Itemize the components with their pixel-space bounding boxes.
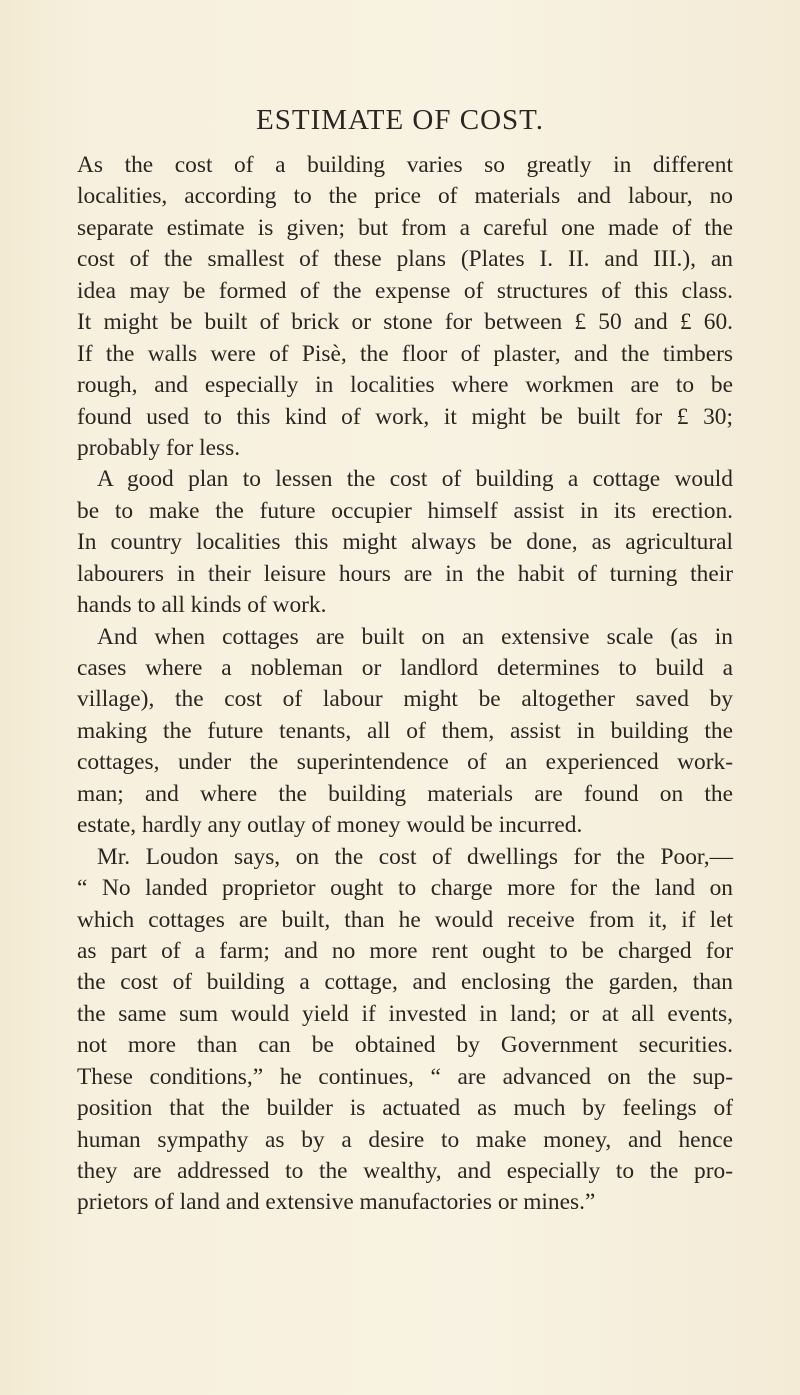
- text-line: These conditions,” he continues, “ are advanced on the sup-: [77, 1063, 733, 1090]
- text-line: human sympathy as by a desire to make money, and hence: [77, 1126, 733, 1153]
- text-line: labourers in their leisure hours are in the habit of turning their: [77, 560, 733, 587]
- text-line: In country localities this might always be done, as agricultural: [77, 529, 733, 556]
- text-line: be to make the future occupier himself assist in its erection.: [77, 497, 733, 524]
- text-line: estate, hardly any outlay of money would be incurred.: [77, 812, 583, 839]
- text-line: which cottages are built, than he would receive from it, if let: [77, 906, 733, 933]
- text-line: they are addressed to the wealthy, and especially to the pro-: [77, 1158, 733, 1184]
- text-line: A good plan to lessen the cost of building a cottage would: [97, 466, 733, 493]
- text-line: If the walls were of Pisè, the floor of plaster, and the timbers: [77, 340, 733, 367]
- text-line: position that the builder is actuated as much by feelings of: [77, 1095, 733, 1122]
- text-line: the cost of building a cottage, and enclosing the garden, than: [77, 969, 733, 996]
- page-title: ESTIMATE OF COST.: [256, 104, 544, 136]
- text-line: It might be built of brick or stone for between £ 50 and £ 60.: [77, 309, 733, 336]
- body-text: [77, 150, 733, 1219]
- text-line: man; and where the building materials are found on the: [77, 780, 733, 807]
- text-line: cottages, under the superintendence of an experienced work-: [77, 749, 733, 776]
- text-line: village), the cost of labour might be altogether saved by: [77, 686, 733, 713]
- text-line: “ No landed proprietor ought to charge more for the land on: [77, 875, 733, 902]
- text-line: making the future tenants, all of them, assist in building the: [77, 717, 733, 744]
- text-line: not more than can be obtained by Government securities.: [77, 1032, 733, 1059]
- text-line: localities, according to the price of materials and labour, no: [77, 183, 733, 210]
- text-line: found used to this kind of work, it might be built for £ 30;: [77, 403, 733, 430]
- text-line: rough, and especially in localities where workmen are to be: [77, 372, 733, 399]
- text-line: prietors of land and extensive manufactories or mines.”: [77, 1189, 596, 1216]
- text-line: cases where a nobleman or landlord determines to build a: [77, 655, 733, 681]
- text-line: And when cottages are built on an extensive scale (as in: [97, 623, 733, 650]
- text-line: separate estimate is given; but from a careful one made of the: [77, 214, 733, 241]
- text-line: the same sum would yield if invested in land; or at all events,: [77, 1000, 733, 1027]
- text-line: as part of a farm; and no more rent ought to be charged for: [77, 937, 733, 964]
- text-line: probably for less.: [77, 434, 241, 461]
- text-line: hands to all kinds of work.: [77, 592, 327, 619]
- text-line: idea may be formed of the expense of structures of this class.: [77, 277, 733, 304]
- text-line: Mr. Loudon says, on the cost of dwellings for the Poor,—: [97, 843, 733, 870]
- text-line: cost of the smallest of these plans (Plates I. II. and III.), an: [77, 246, 733, 273]
- text-line: As the cost of a building varies so greatly in different: [77, 152, 733, 178]
